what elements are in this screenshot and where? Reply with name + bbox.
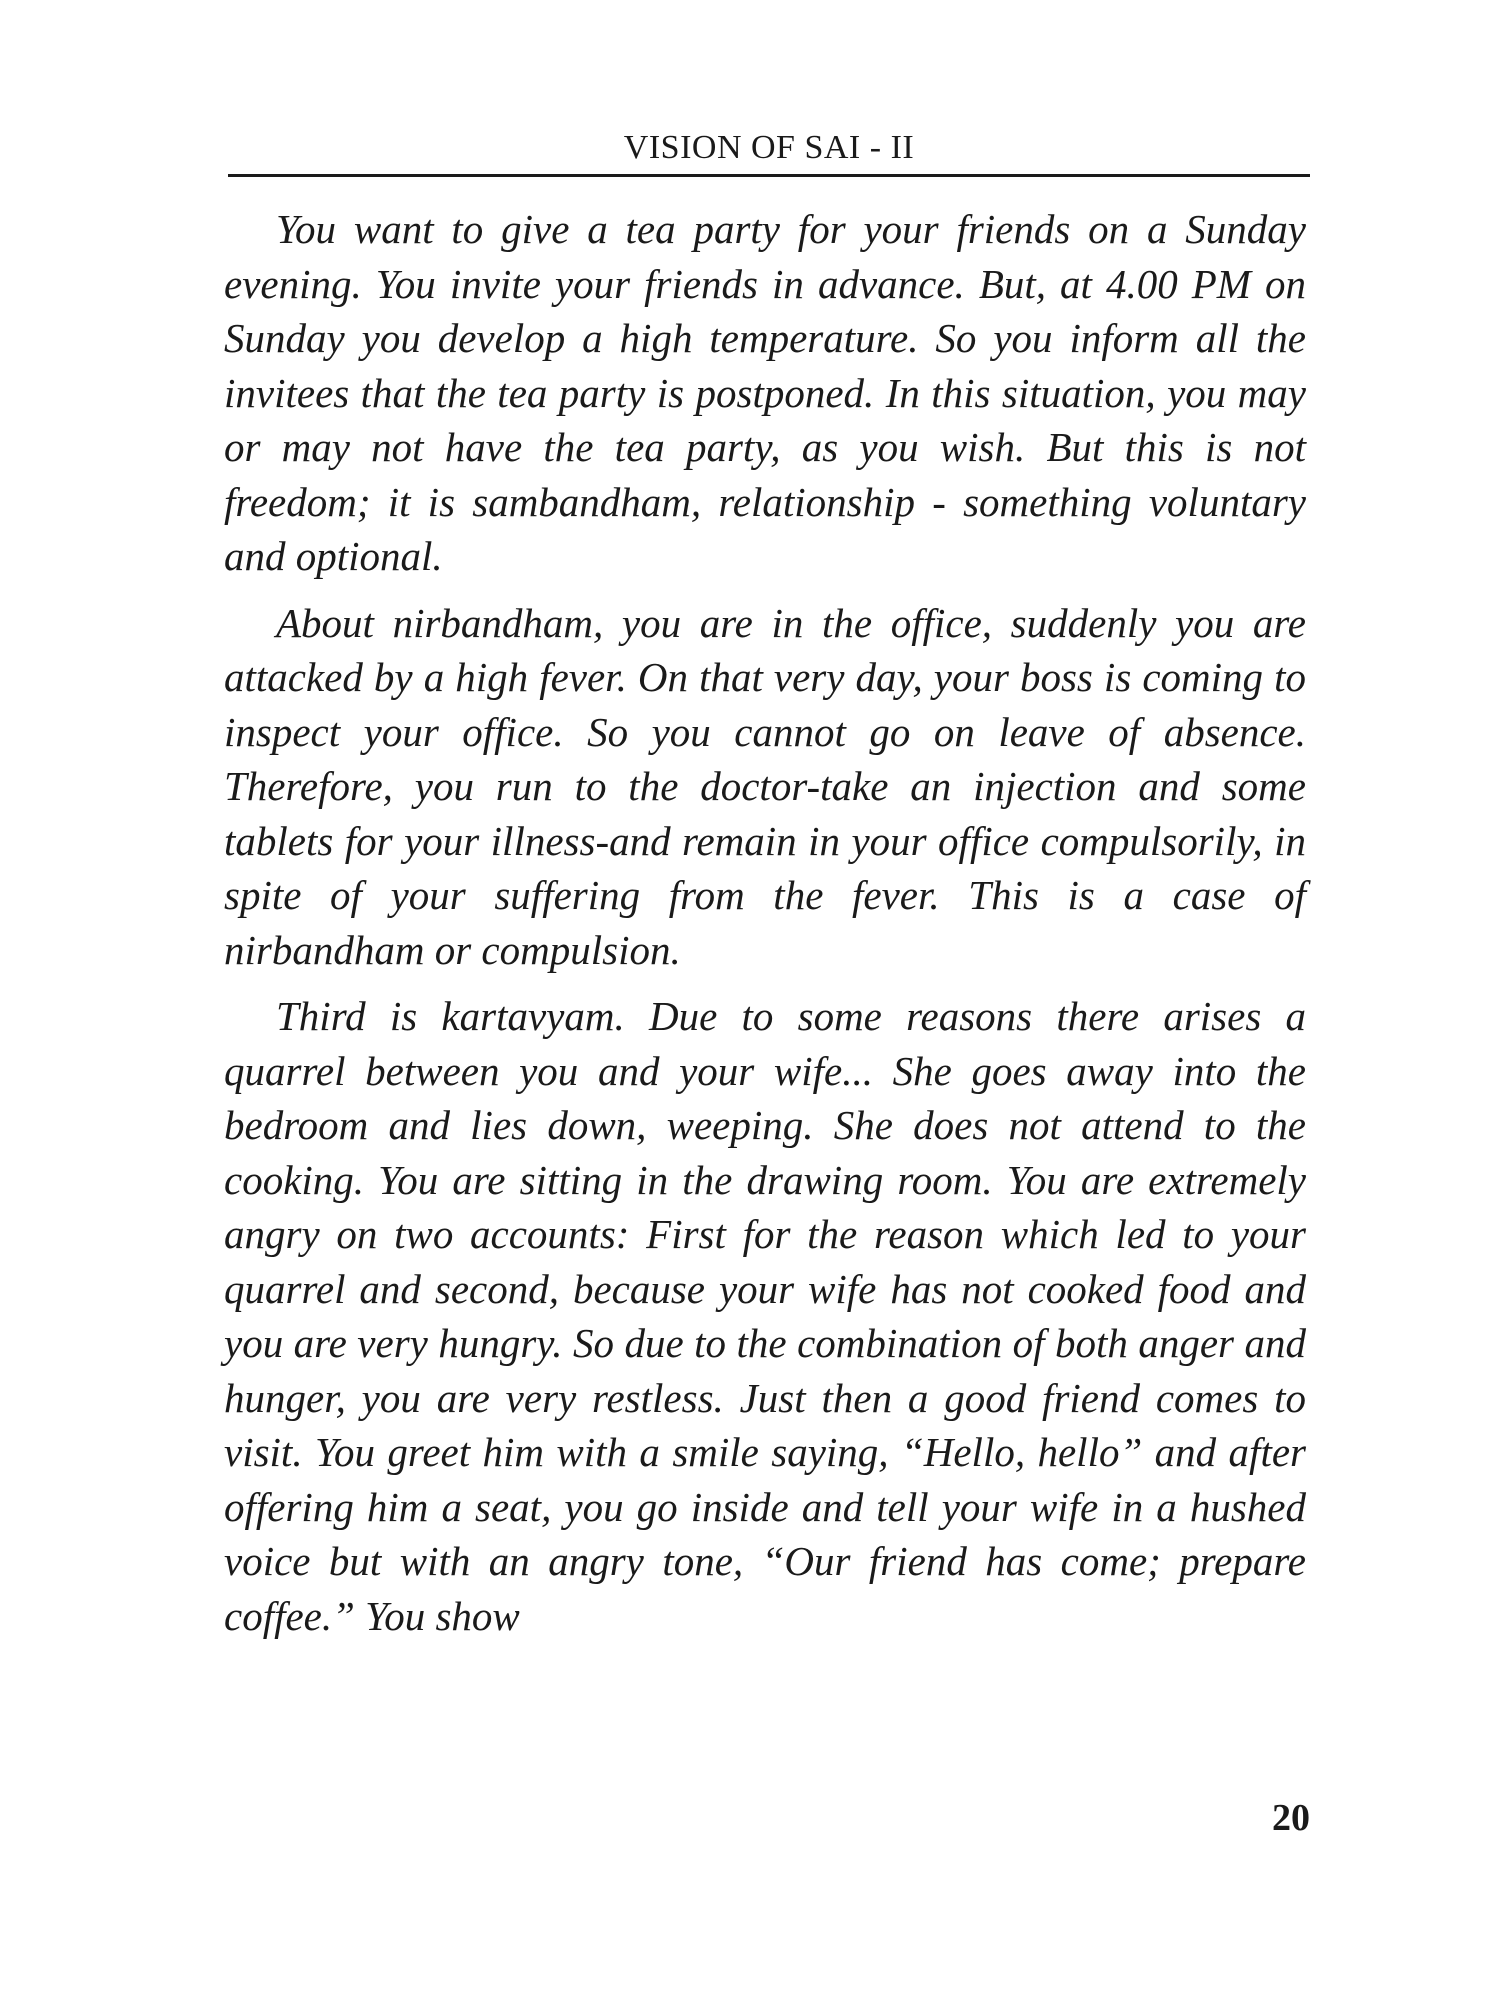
paragraph-kartavyam: Third is kartavyam. Due to some reasons there arises a quarrel between you and your wife... She goes away into the bedroom and lies down, weeping. She does not attend to the cooking. You are sitting in the drawing room. You are extremely angry on two accounts: First for the reason which led to your quarrel and second, because your wife has not cooked food and you are very hungry. So due to the combination of both anger and hunger, you are very restless. Just then a good friend comes to visit. You greet him with a smile saying, “Hello, hello” and after offering him a seat, you go inside and tell your wife in a hushed voice but with an angry tone, “Our friend has come; prepare coffee.” You show (224, 993, 1306, 1639)
body-text (224, 202, 1306, 1655)
running-head-title: VISION OF SAI - II (623, 129, 915, 166)
page-number: 20 (1272, 1797, 1310, 1839)
paragraph-nirbandham: About nirbandham, you are in the office, suddenly you are attacked by a high fever. On that very day, your boss is coming to inspect your office. So you cannot go on leave of absence. Therefore, you run to the doctor-take an injection and some tablets for your illness-and remain in your office compulsorily, in spite of your suffering from the fever. This is a case of nirbandham or compulsion. (224, 599, 1306, 973)
paragraph-tea-party: You want to give a tea party for your friends on a Sunday evening. You invite your friends in advance. But, at 4.00 PM on Sunday you develop a high temperature. So you inform all the invitees that the tea party is postponed. In this situation, you may or may not have the tea party, as you wish. But this is not freedom; it is sambandham, relationship - something voluntary and optional. (224, 206, 1306, 579)
header-rule (228, 174, 1310, 177)
